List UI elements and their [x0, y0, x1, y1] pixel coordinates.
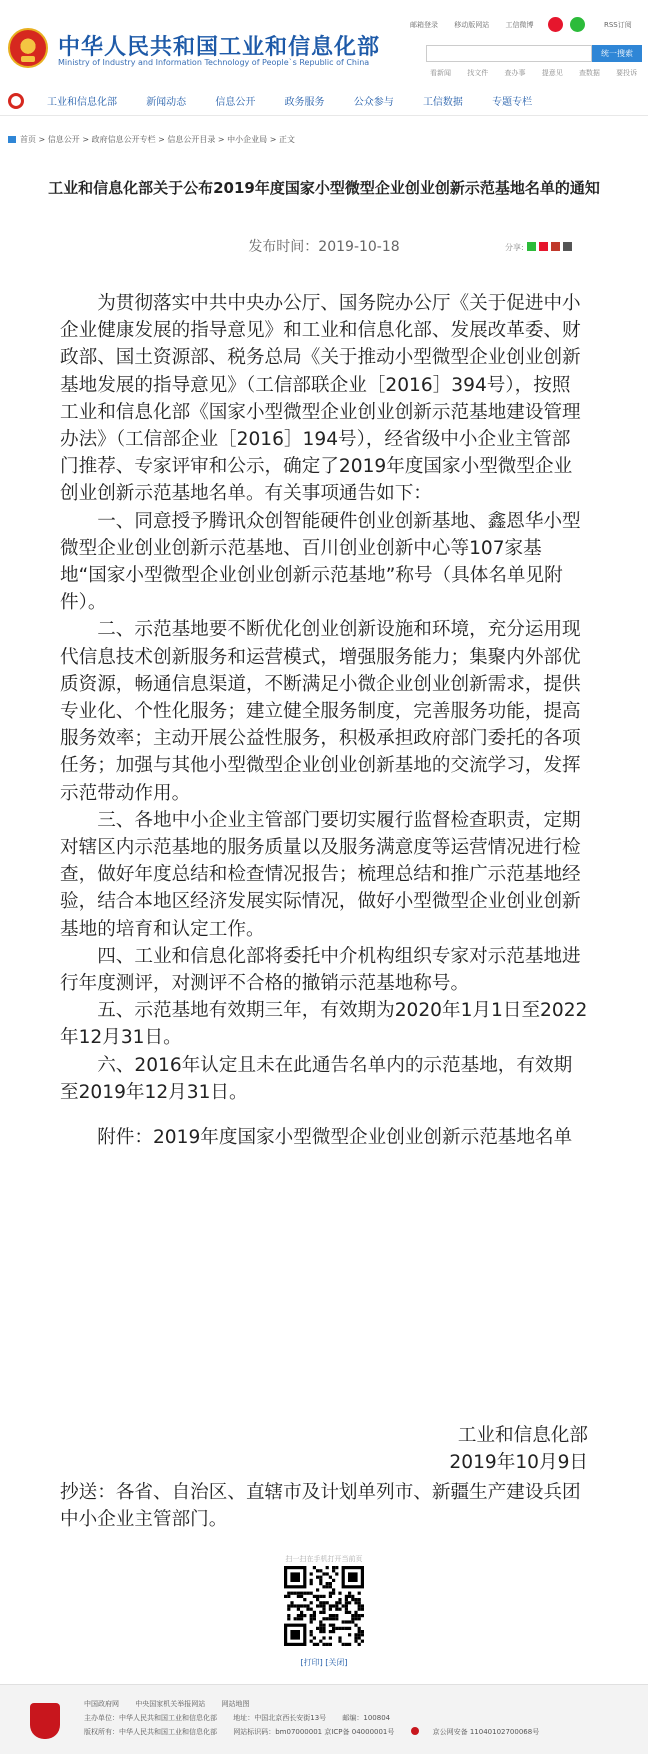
print-close-links[interactable]: [打印] [关闭]: [300, 1658, 348, 1667]
quick-link-files[interactable]: 找文件: [467, 69, 489, 77]
cc-list: 抄送：各省、自治区、直辖市及计划单列市、新疆生产建设兵团中小企业主管部门。: [60, 1482, 581, 1531]
national-emblem-icon: [8, 28, 48, 68]
rss-link[interactable]: RSS订阅: [604, 21, 632, 29]
quick-link-feedback[interactable]: 提意见: [541, 69, 563, 77]
site-footer: [0, 1684, 648, 1754]
search-input[interactable]: [426, 45, 592, 62]
site-title[interactable]: 中华人民共和国工业和信息化部: [58, 35, 381, 60]
mobile-site-link[interactable]: 移动版网站: [454, 21, 490, 29]
nav-item-ministry[interactable]: 工业和信息化部: [47, 97, 117, 108]
publish-time: 发布时间：2019-10-18: [248, 239, 400, 255]
paragraph-1: 一、同意授予腾讯众创智能硬件创业创新基地、鑫恩华小型微型企业创业创新示范基地、百川创业创新中心等107家基地“国家小型微型企业创业创新示范基地”称号（具体名单见附件）。: [60, 510, 581, 614]
nav-item-services[interactable]: 政务服务: [284, 97, 325, 108]
nav-item-participation[interactable]: 公众参与: [353, 97, 394, 108]
nav-item-news[interactable]: 新闻动态: [146, 97, 187, 108]
footer-police-record[interactable]: 京公网安备 11040102700068号: [432, 1728, 540, 1736]
search-button[interactable]: 统一搜索: [592, 45, 642, 62]
paragraph-3: 三、各地中小企业主管部门要切实履行监督检查职责，定期对辖区内示范基地的服务质量以及服务满意度等运营情况进行检查，做好年度总结和检查情况报告；梳理总结和推广示范基地经验，结合本地区经济发展实际情况，做好小型微型企业创业创新基地的培育和认定工作。: [60, 809, 581, 940]
share-weibo-icon[interactable]: [539, 242, 548, 251]
nav-item-data[interactable]: 工信数据: [422, 97, 463, 108]
site-subtitle: Ministry of Industry and Information Technology of People`s Republic of China: [58, 58, 370, 67]
top-links: [410, 20, 547, 30]
article-title: 工业和信息化部关于公布2019年度国家小型微型企业创业创新示范基地名单的通知: [48, 179, 600, 197]
ministry-logo-icon: [8, 93, 24, 109]
paragraph-2: 二、示范基地要不断优化创业创新设施和环境，充分运用现代信息技术创新服务和运营模式，增强服务能力；集聚内外部优质资源，畅通信息渠道，不断满足小微企业创业创新需求，提供专业化、个性化服务；建立健全服务制度，完善服务功能，提高服务效率；主动开展公益性服务，积极承担政府部门委托的各项任务；加强与其他小型微型企业创业创新基地的交流学习，发挥示范带动作用。: [60, 619, 581, 804]
breadcrumb[interactable]: [8, 134, 295, 145]
paragraph-intro: 为贯彻落实中共中央办公厅、国务院办公厅《关于促进中小企业健康发展的指导意见》和工业和信息化部、发展改革委、财政部、国土资源部、税务总局《关于推动小型微型企业创业创新基地发展的指导意见》（工信部联企业［2016］394号），按照工业和信息化部《国家小型微型企业创业创新示范基地建设管理办法》（工信部企业［2016］194号），经省级中小企业主管部门推荐、专家评审和公示，确定了2019年度国家小型微型企业创业创新示范基地名单。有关事项通告如下：: [60, 293, 581, 505]
paragraph-5: 五、示范基地有效期三年，有效期为2020年1月1日至2022年12月31日。: [60, 1000, 588, 1049]
quick-link-news[interactable]: 看新闻: [430, 69, 451, 77]
nav-items: [47, 93, 558, 108]
share-bar: [505, 242, 572, 253]
article-body: [60, 290, 588, 1151]
footer-info: [84, 1697, 553, 1739]
wechat-icon[interactable]: [570, 17, 585, 32]
attachment-link[interactable]: 附件：2019年度国家小型微型企业创业创新示范基地名单: [97, 1127, 573, 1149]
quick-link-data[interactable]: 查数据: [578, 69, 600, 77]
footer-copyright: 版权所有：中华人民共和国工业和信息化部: [84, 1728, 217, 1736]
signature-org: 工业和信息化部: [457, 1425, 588, 1446]
footer-link-gov[interactable]: 中国政府网: [84, 1700, 119, 1708]
mail-login-link[interactable]: 邮箱登录: [410, 21, 438, 29]
nav-item-topics[interactable]: 专题专栏: [492, 97, 533, 108]
qr-caption: 扫一扫在手机打开当前页: [285, 1555, 363, 1563]
signature-date: 2019年10月9日: [449, 1452, 588, 1474]
signature-block: [60, 1422, 588, 1476]
home-icon: [8, 136, 16, 143]
footer-link-report[interactable]: 中央国家机关举报网站: [135, 1700, 206, 1708]
quick-links: [430, 68, 648, 78]
footer-host: 主办单位：中华人民共和国工业和信息化部: [84, 1714, 217, 1722]
party-badge-icon[interactable]: [30, 1703, 60, 1739]
weibo-link[interactable]: 工信微博: [505, 21, 534, 29]
share-wechat-icon[interactable]: [527, 242, 536, 251]
site-header: [0, 0, 648, 82]
paragraph-4: 四、工业和信息化部将委托中介机构组织专家对示范基地进行年度测评，对测评不合格的撤销示范基地称号。: [60, 945, 581, 995]
police-icon: [411, 1727, 419, 1735]
share-more-icon[interactable]: [563, 242, 572, 251]
qr-code-icon: [284, 1566, 364, 1646]
quick-link-services[interactable]: 查办事: [504, 69, 526, 77]
weibo-icon[interactable]: [548, 17, 563, 32]
share-label: 分享:: [505, 243, 524, 252]
footer-link-sitemap[interactable]: 网站地图: [221, 1700, 250, 1708]
footer-site-id: 网站标识码：bm07000001 京ICP备 04000001号: [233, 1728, 395, 1736]
paragraph-6: 六、2016年认定且未在此通告名单内的示范基地，有效期至2019年12月31日。: [60, 1054, 573, 1103]
quick-link-complaint[interactable]: 要投诉: [616, 69, 638, 77]
footer-address: 地址：中国北京西长安街13号: [233, 1714, 327, 1722]
share-qzone-icon[interactable]: [551, 242, 560, 251]
nav-item-disclosure[interactable]: 信息公开: [215, 97, 256, 108]
footer-postcode: 邮编：100804: [342, 1714, 391, 1722]
main-nav: [0, 84, 648, 116]
breadcrumb-text[interactable]: 首页 > 信息公开 > 政府信息公开专栏 > 信息公开目录 > 中小企业局 > 正文: [20, 135, 295, 144]
